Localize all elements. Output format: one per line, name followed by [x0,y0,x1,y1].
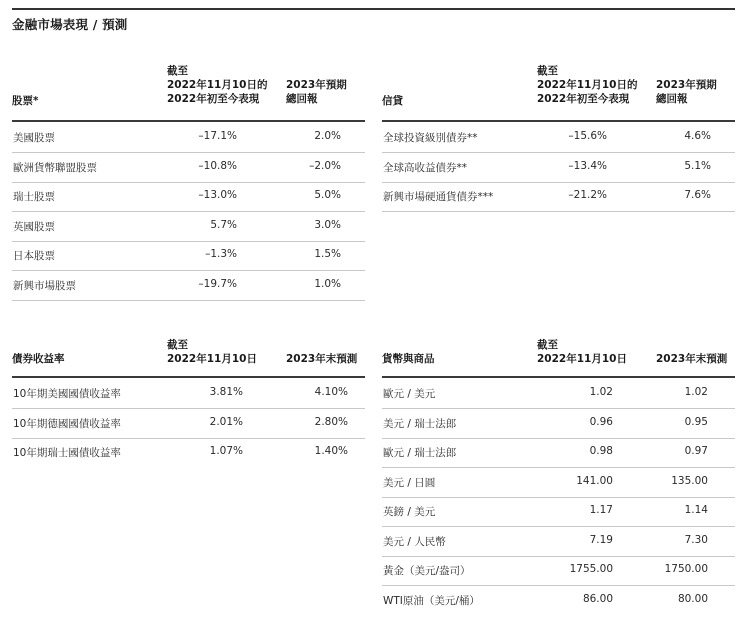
equities-header-col1-line3: 2022年初至今表現 [167,93,260,105]
equities-header-col2-line2: 總回報 [286,93,318,105]
credit-header-col1-line1: 截至 [537,65,558,77]
row-label: 歐洲貨幣聯盟股票 [13,162,97,174]
credit-header-category: 信貸 [382,95,403,107]
row-ytd: –17.1% [198,130,237,142]
table-row [12,181,365,212]
row-ytd: –10.8% [198,160,237,172]
row-forecast: 1.40% [314,445,348,457]
row-forecast: 5.1% [684,160,711,172]
row-current: 1.07% [209,445,243,457]
row-current: 1.17 [589,504,613,516]
table-row [382,408,735,439]
table-row [12,211,365,242]
top-rule [12,8,735,10]
row-label: 10年期瑞士國債收益率 [13,447,121,459]
row-current: 1.02 [589,386,613,398]
row-forecast: 3.0% [314,219,341,231]
row-forecast: 7.6% [684,189,711,201]
row-label: 瑞士股票 [13,191,55,203]
row-current: 141.00 [576,475,613,487]
table-row [12,408,365,439]
row-forecast: 1.02 [684,386,708,398]
table-row [382,467,735,498]
row-forecast: –2.0% [309,160,341,172]
row-current: 0.98 [589,445,613,457]
row-forecast: 4.6% [684,130,711,142]
row-label: 全球投資級別債券** [383,132,478,144]
row-label: 英鎊 / 美元 [383,506,436,518]
page-title: 金融市場表現 / 預測 [12,17,128,32]
yields-header-col2-line1: 2023年末預測 [286,353,358,365]
credit-header-col2-line2: 總回報 [656,93,688,105]
row-current: 2.01% [209,416,243,428]
table-row [382,585,735,615]
yields-header-col1-line2: 2022年11月10日 [167,353,257,365]
row-label: 新興市場硬通貨債券*** [383,191,494,203]
fx-header-col1-line2: 2022年11月10日 [537,353,627,365]
row-current: 7.19 [589,534,613,546]
fx-header-col2-line1: 2023年末預測 [656,353,728,365]
row-label: WTI原油（美元/桶） [383,595,480,607]
row-ytd: –19.7% [198,278,237,290]
credit-header-col1-line2: 2022年11月10日的 [537,79,638,91]
row-current: 0.96 [589,416,613,428]
row-forecast: 7.30 [684,534,708,546]
row-label: 10年期德國國債收益率 [13,418,121,430]
table-row [382,555,735,586]
row-forecast: 0.95 [684,416,708,428]
row-ytd: –13.0% [198,189,237,201]
row-label: 美國股票 [13,132,55,144]
table-row [12,152,365,183]
table-row [382,122,735,153]
table-row [382,378,735,409]
row-label: 美元 / 日圓 [383,477,436,489]
row-forecast: 1750.00 [664,563,708,575]
row-forecast: 4.10% [314,386,348,398]
row-label: 10年期美國國債收益率 [13,388,121,400]
row-forecast: 1.14 [684,504,708,516]
row-forecast: 2.80% [314,416,348,428]
row-forecast: 5.0% [314,189,341,201]
row-forecast: 2.0% [314,130,341,142]
row-label: 歐元 / 美元 [383,388,436,400]
table-row [382,152,735,183]
row-current: 1755.00 [569,563,613,575]
fx-header-category: 貨幣與商品 [382,353,435,365]
equities-header-col1-line2: 2022年11月10日的 [167,79,268,91]
row-label: 黃金（美元/盎司） [383,565,471,577]
table-row [12,122,365,153]
table-row [382,437,735,468]
table-row [382,181,735,212]
table-row [12,240,365,271]
table-row [382,526,735,557]
row-label: 美元 / 人民幣 [383,536,446,548]
equities-header-col1-line1: 截至 [167,65,188,77]
row-ytd: –13.4% [568,160,607,172]
row-label: 新興市場股票 [13,280,76,292]
table-row [12,270,365,301]
equities-header-col2-line1: 2023年預期 [286,79,347,91]
row-current: 86.00 [582,593,613,605]
fx-header-col1-line1: 截至 [537,339,558,351]
row-forecast: 0.97 [684,445,708,457]
equities-header-category: 股票* [12,95,39,107]
row-current: 3.81% [209,386,243,398]
yields-header-col1-line1: 截至 [167,339,188,351]
row-forecast: 80.00 [677,593,708,605]
yields-header-category: 債券收益率 [12,353,65,365]
credit-header-col1-line3: 2022年初至今表現 [537,93,630,105]
row-ytd: –1.3% [205,248,237,260]
table-row [12,437,365,467]
row-label: 歐元 / 瑞士法郎 [383,447,457,459]
row-ytd: –15.6% [568,130,607,142]
row-forecast: 1.0% [314,278,341,290]
row-label: 日本股票 [13,250,55,262]
table-row [12,378,365,409]
row-forecast: 1.5% [314,248,341,260]
row-label: 英國股票 [13,221,55,233]
row-forecast: 135.00 [671,475,708,487]
row-label: 全球高收益債券** [383,162,467,174]
table-row [382,496,735,527]
credit-header-col2-line1: 2023年預期 [656,79,717,91]
row-ytd: –21.2% [568,189,607,201]
row-label: 美元 / 瑞士法郎 [383,418,457,430]
row-ytd: 5.7% [210,219,237,231]
